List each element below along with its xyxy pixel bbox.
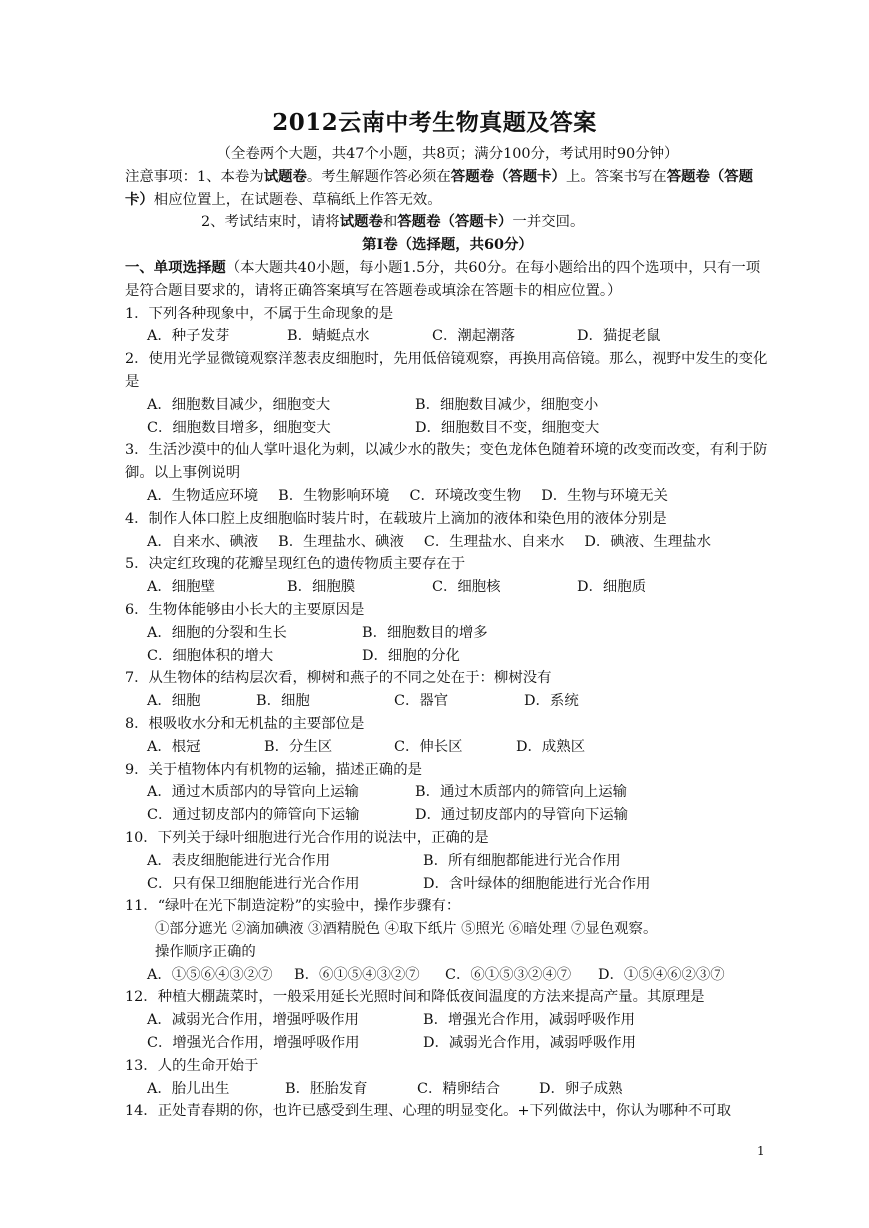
notice-bold: 答题卷（答题卡） (450, 167, 566, 185)
option: B．⑥①⑤④③②⑦ (294, 966, 420, 983)
notice-text: 。考生解题作答必须在 (306, 168, 451, 185)
option: C．器官 (394, 693, 449, 710)
options-row (125, 1009, 770, 1032)
options-row (125, 394, 770, 417)
option: D．通过韧皮部内的导管向下运输 (415, 807, 629, 824)
option: A．表皮细胞能进行光合作用 (147, 852, 331, 869)
question-stem: 5．决定红玫瑰的花瓣呈现红色的遗传物质主要存在于 (125, 556, 466, 573)
option: D．猫捉老鼠 (577, 328, 661, 345)
option: D．系统 (524, 693, 579, 710)
option: C．精卵结合 (417, 1080, 500, 1097)
option: A．细胞数目减少，细胞变大 (147, 396, 331, 413)
option: D．细胞数目不变，细胞变大 (415, 419, 600, 436)
option: A．生物适应环境 (147, 487, 259, 504)
options-row (125, 576, 770, 599)
option: B．所有细胞都能进行光合作用 (423, 852, 621, 869)
option: D．成熟区 (516, 738, 586, 755)
option: D．生物与环境无关 (541, 487, 668, 504)
notice-paragraph-2 (125, 211, 770, 234)
option: B．蜻蜓点水 (287, 328, 370, 345)
notice-bold: 答题卷（答 (666, 167, 739, 185)
option: D．卵子成熟 (539, 1080, 623, 1097)
section-title: 第Ⅰ卷（选择题，共60分） (362, 236, 533, 254)
option: C．增强光合作用，增强呼吸作用 (147, 1035, 360, 1052)
option: A．细胞 (147, 693, 201, 710)
options-row (125, 850, 770, 873)
options-row (125, 417, 770, 440)
question-stem: 10．下列关于绿叶细胞进行光合作用的说法中，正确的是 (125, 829, 489, 846)
exam-info: （全卷两个大题，共47个小题，共8页；满分100分，考试用时90分钟） (216, 146, 679, 162)
option: C．细胞体积的增大 (147, 647, 274, 664)
option: C．伸长区 (394, 738, 463, 755)
question-stem: 11．“绿叶在光下制造淀粉”的实验中，操作步骤有： (125, 898, 461, 915)
option: D．①⑤④⑥②③⑦ (598, 966, 725, 983)
question-stem: 6．生物体能够由小长大的主要原因是 (125, 601, 365, 618)
notice-bold: 答题卷（答题卡） (397, 213, 513, 231)
option: D．细胞的分化 (362, 647, 460, 664)
option: B．细胞数目的增多 (362, 624, 488, 641)
option: D．碘液、生理盐水 (584, 533, 712, 550)
notice-text: 注意事项：1、本卷为 (125, 168, 264, 185)
notice-bold: 试题卷 (263, 167, 307, 185)
option: C．生理盐水、自来水 (423, 533, 565, 550)
part-heading: 一、单项选择题 (125, 258, 226, 276)
notice-text: 2、考试结束时，请将 (201, 214, 340, 231)
options-row (125, 485, 770, 508)
option: A．通过木质部内的导管向上运输 (147, 784, 359, 801)
options-row (125, 690, 770, 713)
notice-paragraph-1 (125, 166, 770, 212)
question-stem: 2．使用光学显微镜观察洋葱表皮细胞时，先用低倍镜观察，再换用高倍镜。那么，视野中发生的变化是 (125, 351, 768, 390)
options-row (125, 531, 770, 554)
notice-bold: 试题卷 (339, 213, 383, 231)
option: A．细胞的分裂和生长 (147, 624, 287, 641)
option: B．生理盐水、碘液 (278, 533, 404, 550)
question-stem: 3．生活沙漠中的仙人掌叶退化为刺，以减少水的散失；变色龙体色随着环境的改变而改变，有利于防御。以上事例说明 (125, 442, 768, 482)
option: C．⑥①⑤③②④⑦ (445, 966, 572, 983)
question-prompt: 操作顺序正确的 (155, 943, 256, 960)
option: D．减弱光合作用，减弱呼吸作用 (423, 1035, 637, 1052)
options-row (125, 325, 770, 348)
options-row (125, 1078, 770, 1101)
options-row (125, 804, 770, 827)
notice-bold: 题卡） (125, 167, 754, 208)
options-row (125, 964, 770, 987)
question-stem: 4．制作人体口腔上皮细胞临时装片时，在载玻片上滴加的液体和染色用的液体分别是 (125, 510, 667, 527)
question-steps: ①部分遮光 ②滴加碘液 ③酒精脱色 ④取下纸片 ⑤照光 ⑥暗处理 ⑦显色观察。 (155, 921, 658, 938)
option: B．通过木质部内的筛管向上运输 (415, 784, 628, 801)
option: D．细胞质 (577, 579, 647, 596)
option: D．含叶绿体的细胞能进行光合作用 (423, 875, 651, 892)
option: C．只有保卫细胞能进行光合作用 (147, 875, 360, 892)
option: C．细胞数目增多，细胞变大 (147, 419, 331, 436)
page-number: 1 (757, 1144, 765, 1158)
part-instructions: （本大题共40小题，每小题1.5分，共60分。在每小题给出的四个选项中，只有一项是符合题目要求的，请将正确答案填写在答题卷或填涂在答题卡的相应位置。） (125, 259, 761, 299)
part-intro (125, 257, 770, 303)
option: B．细胞数目减少，细胞变小 (415, 396, 599, 413)
question-stem: 13．人的生命开始于 (125, 1057, 259, 1074)
option: B．胚胎发育 (285, 1080, 368, 1097)
question-stem: 14．正处青春期的你，也许已感受到生理、心理的明显变化。+下列做法中，你认为哪种不可取 (125, 1103, 731, 1120)
notice-text: 一并交回。 (512, 214, 585, 231)
option: B．细胞 (256, 693, 310, 710)
options-row (125, 1032, 770, 1055)
option: C．细胞核 (432, 579, 501, 596)
notice-text: 上。答案书写在 (565, 168, 667, 185)
notice-text: 相应位置上，在试题卷、草稿纸上作答无效。 (153, 191, 442, 208)
options-row (125, 781, 770, 804)
option: C．通过韧皮部内的筛管向下运输 (147, 807, 360, 824)
document-title: 2012云南中考生物真题及答案 (272, 109, 597, 136)
question-stem: 1．下列各种现象中，不属于生命现象的是 (125, 305, 394, 322)
option: B．细胞膜 (287, 579, 356, 596)
option: B．分生区 (264, 738, 333, 755)
options-row (125, 873, 770, 896)
options-row (125, 736, 770, 759)
document-body (125, 143, 770, 1123)
option: A．自来水、碘液 (147, 533, 259, 550)
option: A．种子发芽 (147, 328, 230, 345)
option: A．胎儿出生 (147, 1080, 230, 1097)
question-stem: 7．从生物体的结构层次看，柳树和燕子的不同之处在于：柳树没有 (125, 670, 552, 687)
option: A．根冠 (147, 738, 201, 755)
option: C．环境改变生物 (409, 487, 522, 504)
options-row (125, 622, 770, 645)
question-stem: 12．种植大棚蔬菜时，一般采用延长光照时间和降低夜间温度的方法来提高产量。其原理是 (125, 989, 705, 1006)
option: B．生物影响环境 (278, 487, 390, 504)
option: B．增强光合作用，减弱呼吸作用 (423, 1012, 636, 1029)
option: A．减弱光合作用，增强呼吸作用 (147, 1012, 359, 1029)
notice-text: 和 (382, 214, 398, 231)
option: A．①⑤⑥④③②⑦ (147, 966, 273, 983)
option: C．潮起潮落 (432, 328, 515, 345)
question-stem: 8．根吸收水分和无机盐的主要部位是 (125, 715, 365, 732)
option: A．细胞壁 (147, 579, 215, 596)
options-row (125, 645, 770, 668)
question-stem: 9．关于植物体内有机物的运输，描述正确的是 (125, 761, 422, 778)
